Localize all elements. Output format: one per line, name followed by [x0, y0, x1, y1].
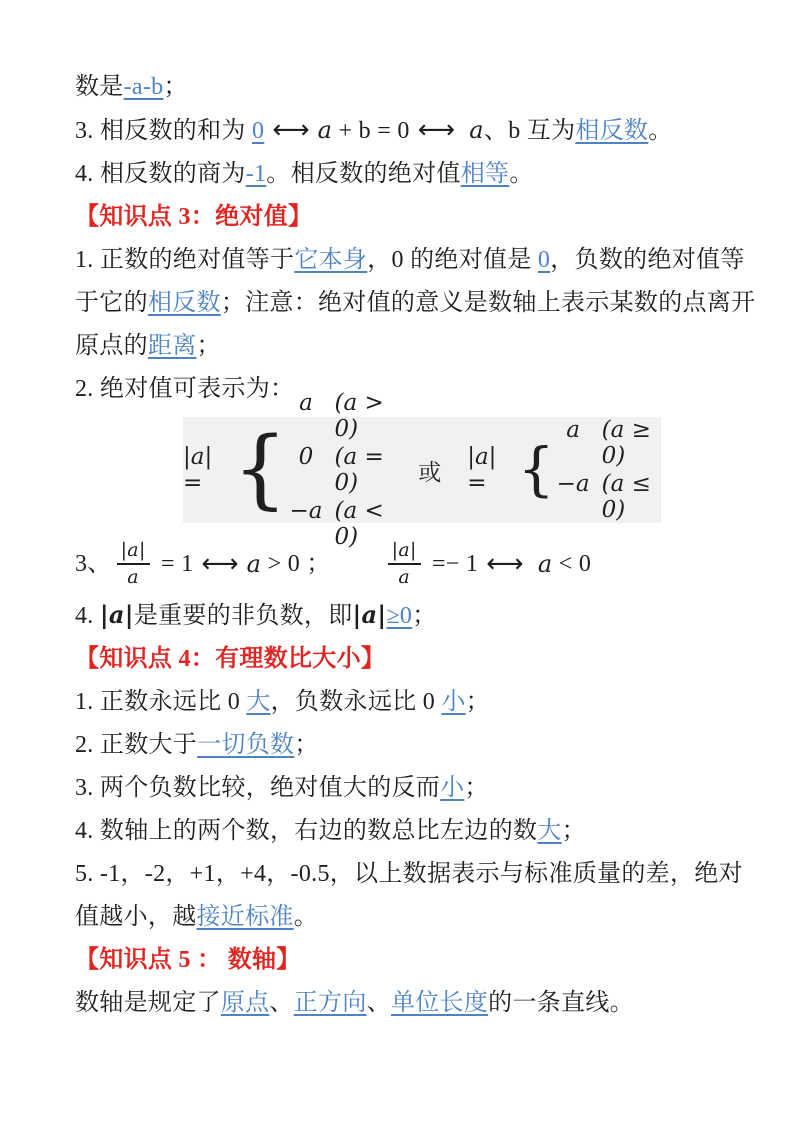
- text-line: [75, 325, 735, 368]
- fraction: [388, 539, 421, 589]
- text-run: a: [246, 549, 262, 578]
- text-line: [75, 239, 745, 282]
- document-body: [75, 66, 756, 1025]
- key-term-link: -a-b: [123, 74, 164, 100]
- heading-text: 【知识点 4：有理数比大小】: [75, 646, 386, 672]
- text-line: [75, 982, 735, 1025]
- text-run: 、: [269, 990, 294, 1016]
- text-run: ，0 的绝对值是: [367, 247, 538, 273]
- case-condition: (a ≥ 0): [601, 417, 651, 469]
- key-term-link: 单位长度: [390, 990, 489, 1016]
- text-run: 数轴是规定了: [75, 990, 221, 1016]
- text-run: ，负数永远比 0: [270, 689, 442, 715]
- piecewise-formula: [467, 417, 661, 523]
- text-run: ；: [294, 732, 319, 758]
- text-run: 3. 两个负数比较，绝对值大的反而: [75, 775, 441, 801]
- key-term-link: 0: [252, 118, 265, 144]
- text-run: 、: [366, 990, 391, 1016]
- heading-text: 【知识点 3：绝对值】: [75, 204, 313, 230]
- text-line: [75, 282, 756, 325]
- text-run: 2. 绝对值可表示为：: [75, 376, 295, 402]
- text-run: > 0 ；: [261, 550, 331, 577]
- double-arrow-icon: ⟷: [486, 548, 524, 579]
- heading-text: 【知识点 5 ： 数轴】: [75, 947, 301, 973]
- key-term-link: 原点: [220, 990, 270, 1016]
- case-value: a: [566, 417, 580, 443]
- text-line: [75, 153, 735, 196]
- text-run: 数是: [75, 74, 124, 100]
- text-run: a: [537, 549, 553, 578]
- curly-brace: {: [517, 435, 555, 504]
- piecewise-formula: [183, 390, 392, 550]
- text-run: ；: [412, 603, 437, 629]
- text-run: a: [469, 116, 484, 144]
- formula-lhs: |a| =: [183, 444, 213, 496]
- double-arrow-icon: ⟷: [417, 115, 455, 145]
- text-run: 2. 正数大于: [75, 732, 198, 758]
- key-term-link: 大: [537, 818, 562, 844]
- text-line: [75, 593, 735, 638]
- text-run: ；: [196, 333, 221, 359]
- text-run: ；: [465, 689, 490, 715]
- absolute-value-formula-box: [183, 390, 661, 550]
- key-term-link: 0: [537, 247, 551, 273]
- text-run: ；: [561, 818, 586, 844]
- or-word: 或: [418, 459, 442, 485]
- double-arrow-icon: ⟷: [201, 548, 239, 579]
- case-value: a: [299, 390, 313, 416]
- text-run: + b = 0: [332, 118, 410, 144]
- text-run: 。: [293, 904, 319, 930]
- key-term-link: ≥0: [386, 603, 413, 629]
- double-arrow-icon: ⟷: [272, 115, 310, 145]
- key-term-link: 接近标准: [196, 904, 294, 930]
- key-term-link: 正方向: [293, 990, 367, 1016]
- text-run: 、b 互为: [483, 118, 576, 144]
- text-run: 。: [648, 118, 673, 144]
- fraction-numerator: |a|: [117, 539, 150, 565]
- text-run: a: [317, 116, 333, 144]
- key-term-link: 距离: [147, 333, 197, 359]
- text-run: ；: [163, 74, 188, 100]
- text-run: 4.: [75, 603, 100, 629]
- text-run: 。: [509, 161, 534, 187]
- text-run: ；: [464, 775, 489, 801]
- fraction-denominator: a: [398, 566, 410, 588]
- key-term-link: 相反数: [147, 290, 221, 316]
- case-condition: (a > 0): [334, 390, 384, 442]
- text-run: 值越小，越: [75, 904, 197, 930]
- key-term-link: 小: [441, 689, 466, 715]
- text-line: [75, 767, 735, 810]
- text-run: 4. 数轴上的两个数，右边的数总比左边的数: [75, 818, 538, 844]
- text-run: 3. 相反数的和为: [75, 118, 252, 144]
- text-run: = 1: [154, 550, 194, 577]
- key-term-link: 大: [246, 689, 271, 715]
- text-line: [75, 853, 743, 896]
- case-rows: [290, 390, 393, 550]
- text-run: 是重要的非负数，即: [133, 603, 353, 629]
- fraction-denominator: a: [127, 566, 139, 588]
- key-term-link: 小: [440, 775, 465, 801]
- section-heading: [75, 196, 735, 239]
- case-condition: (a ≤ 0): [601, 471, 651, 523]
- key-term-link: 相反数: [575, 118, 649, 144]
- text-run: 的一条直线。: [488, 990, 634, 1016]
- key-term-link: 相等: [460, 161, 510, 187]
- text-line: [75, 368, 735, 411]
- key-term-link: 一切负数: [197, 732, 295, 758]
- case-value: 0: [298, 444, 314, 470]
- case-rows: [557, 417, 661, 523]
- case-value: −a: [289, 498, 323, 524]
- text-run: ；注意：绝对值的意义是数轴上表示某数的点离开: [220, 290, 756, 316]
- text-line: [75, 66, 735, 109]
- section-heading: [75, 638, 735, 681]
- text-run: 5. -1，-2，+1，+4，-0.5，以上数据表示与标准质量的差，绝对: [75, 861, 743, 887]
- text-run: 1. 正数永远比 0: [75, 689, 247, 715]
- fraction: [117, 539, 150, 589]
- text-line: [75, 724, 735, 767]
- text-line: [75, 109, 735, 153]
- text-run: 3、: [75, 550, 112, 577]
- text-run: 原点的: [75, 333, 148, 359]
- text-line: [75, 681, 735, 724]
- text-run: 。相反数的绝对值: [266, 161, 461, 187]
- text-line: [75, 810, 735, 853]
- case-condition: (a < 0): [334, 498, 384, 550]
- formula-lhs: |a| =: [467, 444, 497, 496]
- curly-brace: {: [232, 419, 288, 520]
- text-line: [75, 535, 735, 593]
- key-term-link: -1: [245, 161, 267, 187]
- text-run: |a|: [99, 600, 134, 629]
- text-line: [75, 896, 735, 939]
- text-run: < 0: [552, 550, 592, 577]
- section-heading: [75, 939, 735, 982]
- text-run: 于它的: [75, 290, 148, 316]
- text-run: 1. 正数的绝对值等于: [75, 247, 295, 273]
- text-run: 4. 相反数的商为: [75, 161, 246, 187]
- key-term-link: 它本身: [294, 247, 368, 273]
- case-condition: (a = 0): [334, 444, 384, 496]
- text-run: ，负数的绝对值等: [550, 247, 745, 273]
- text-run: =− 1: [425, 550, 479, 577]
- case-value: −a: [556, 471, 590, 497]
- text-run: |a|: [352, 600, 387, 629]
- fraction-numerator: |a|: [388, 539, 421, 565]
